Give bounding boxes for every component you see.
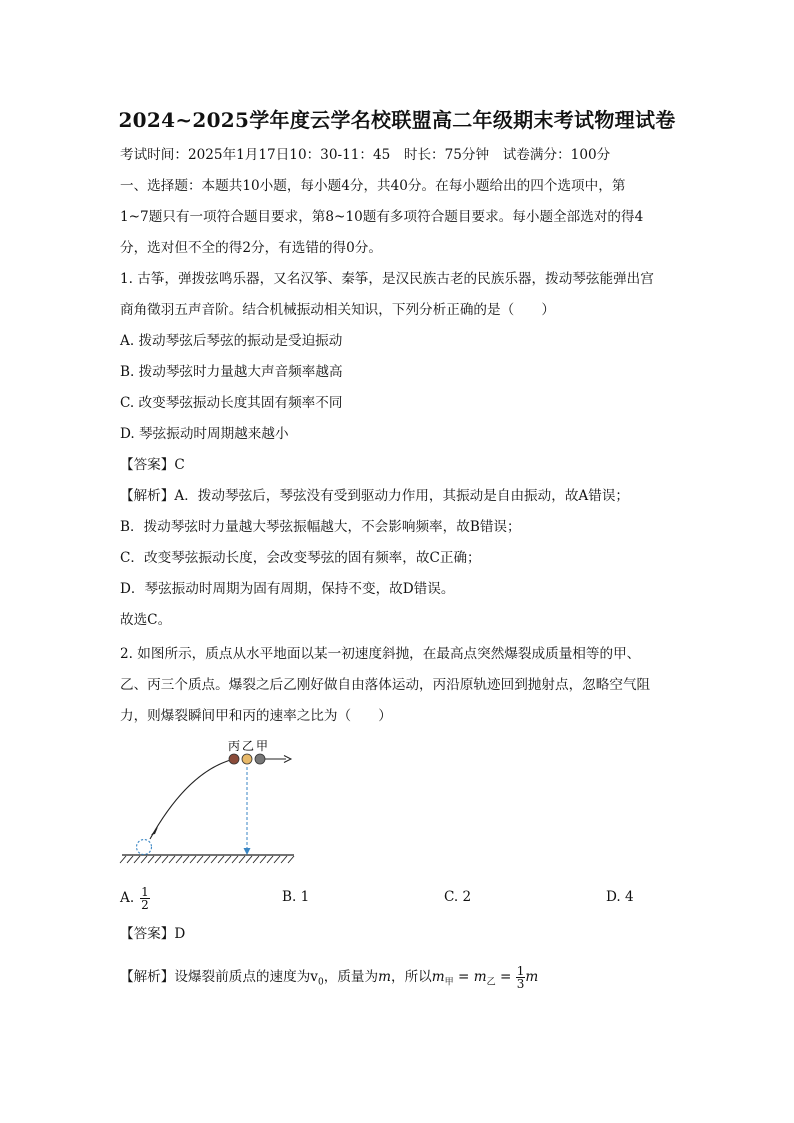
section-intro-line-3: 分，选对但不全的得2分，有选错的得0分。 (120, 240, 382, 256)
ball-jia (255, 754, 265, 764)
page-title: 2024~2025学年度云学名校联盟高二年级期末考试物理试卷 (118, 108, 676, 132)
mass-jia-subscript: 甲 (444, 977, 454, 988)
q1-option-a: A. 拨动琴弦后琴弦的振动是受迫振动 (120, 333, 343, 349)
equals-1: = (453, 969, 474, 985)
mass-yi-subscript: 乙 (486, 977, 496, 988)
q1-analysis-line-4: D．琴弦振动时周期为固有周期，保持不变，故D错误。 (120, 581, 455, 597)
projectile-figure (118, 735, 298, 865)
label-jia: 甲 (256, 739, 269, 753)
answer-key-label: 【答案】 (120, 457, 175, 473)
mass-jia-symbol: m (431, 969, 445, 985)
exam-meta: 考试时间：2025年1月17日10：30-11：45 时长：75分钟 试卷满分：100分 (120, 147, 611, 163)
ball-yi (242, 754, 252, 764)
q2-stem-line-3: 力，则爆裂瞬间甲和丙的速率之比为（ ） (120, 708, 392, 724)
equals-2: = (495, 969, 516, 985)
q1-stem-line-2: 商角徵羽五声音阶。结合机械振动相关知识，下列分析正确的是（ ） (120, 302, 555, 318)
label-bing: 丙 (228, 739, 241, 753)
q2-option-d: D. 4 (606, 889, 634, 905)
launch-point (137, 840, 152, 855)
q1-answer (120, 456, 185, 474)
q1-analysis-line-3: C．改变琴弦振动长度，会改变琴弦的固有频率，故C正确； (120, 550, 481, 566)
label-yi: 乙 (242, 739, 255, 753)
q2-stem-line-2: 乙、丙三个质点。爆裂之后乙刚好做自由落体运动，丙沿原轨迹回到抛射点，忽略空气阻 (120, 677, 651, 693)
analysis-key-label: 【解析】 (120, 488, 175, 504)
q1-stem-line-1: 1. 古筝，弹拨弦鸣乐器，又名汉筝、秦筝，是汉民族古老的民族乐器，拨动琴弦能弹出宫 (120, 271, 654, 287)
analysis-text: 设爆裂前质点的速度为v (174, 969, 318, 985)
answer-key-label: 【答案】 (120, 926, 175, 942)
trajectory-arrow (151, 827, 158, 835)
q2-answer (120, 925, 185, 943)
q1-analysis-line-1 (120, 487, 629, 505)
q1-option-c: C. 改变琴弦振动长度其固有频率不同 (120, 395, 343, 411)
analysis-text-3: ，所以 (391, 969, 432, 985)
section-intro-line-2: 1~7题只有一项符合题目要求，第8~10题有多项符合题目要求。每小题全部选对的得4 (120, 209, 644, 225)
q2-analysis-line-1 (120, 964, 538, 996)
fraction-numerator: 1 (141, 885, 149, 899)
option-a-fraction (140, 886, 150, 911)
mass-symbol: m (378, 969, 391, 985)
fraction-denominator: 3 (516, 977, 525, 991)
free-fall-arrow (244, 848, 251, 855)
ground-hatching (120, 856, 294, 863)
analysis-text: A．拨动琴弦后，琴弦没有受到驱动力作用，其振动是自由振动，故A错误； (174, 488, 630, 504)
q1-option-b: B. 拨动琴弦时力量越大声音频率越高 (120, 364, 343, 380)
q2-option-c: C. 2 (444, 889, 472, 905)
q2-option-a (120, 886, 150, 911)
fraction-numerator: 1 (516, 964, 525, 978)
section-intro-line-1: 一、选择题：本题共10小题，每小题4分，共40分。在每小题给出的四个选项中，第 (120, 178, 626, 194)
option-a-prefix: A. (120, 890, 135, 906)
ball-bing (229, 754, 239, 764)
answer-value: C (174, 457, 185, 473)
analysis-key-label: 【解析】 (120, 969, 175, 985)
mass-yi-symbol: m (473, 969, 487, 985)
q2-stem-line-1: 2. 如图所示，质点从水平地面以某一初速度斜抛，在最高点突然爆裂成质量相等的甲、 (120, 646, 641, 662)
v-subscript: 0 (318, 977, 324, 988)
answer-value: D (174, 926, 186, 942)
one-third-fraction (516, 965, 526, 990)
fraction-denominator: 2 (141, 898, 149, 912)
mass-end-symbol: m (525, 969, 539, 985)
q1-option-d: D. 琴弦振动时周期越来越小 (120, 426, 289, 442)
analysis-text-2: ，质量为 (323, 969, 379, 985)
q1-analysis-line-2: B．拨动琴弦时力量越大琴弦振幅越大，不会影响频率，故B错误； (120, 519, 521, 535)
q2-option-b: B. 1 (282, 889, 310, 905)
trajectory-curve (150, 759, 234, 839)
q1-analysis-line-5: 故选C。 (120, 612, 172, 628)
